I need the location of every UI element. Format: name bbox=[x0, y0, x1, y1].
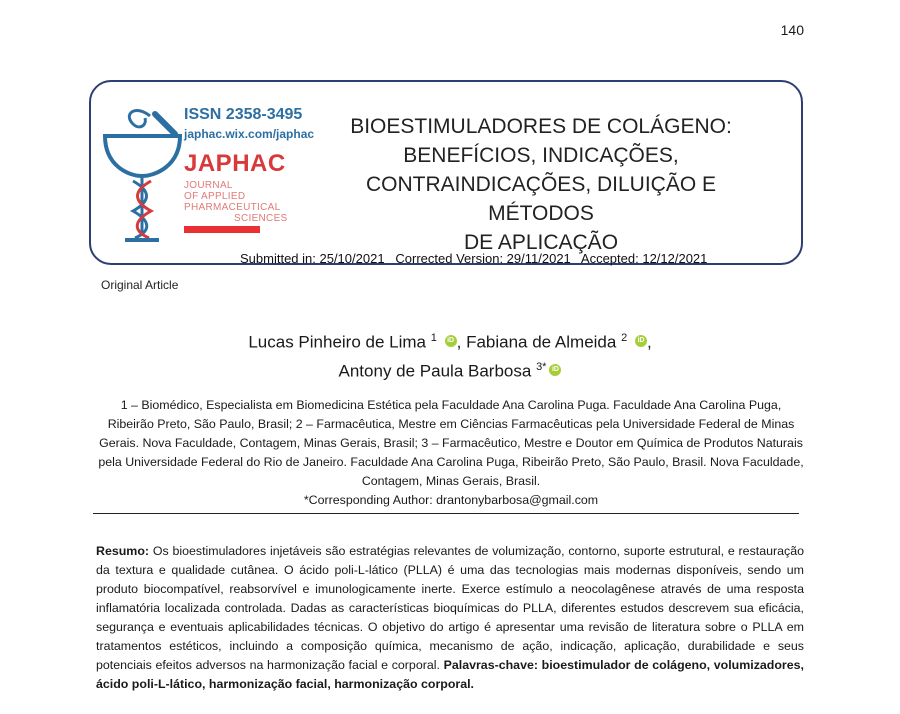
title-line: CONTRAINDICAÇÕES, DILUIÇÃO E MÉTODOS bbox=[365, 173, 717, 225]
affiliations bbox=[96, 396, 806, 510]
issn-label: ISSN 2358-3495 bbox=[184, 106, 303, 123]
journal-fullname-line: PHARMACEUTICAL bbox=[184, 202, 281, 213]
author-name: Antony de Paula Barbosa bbox=[338, 361, 532, 381]
title-line: BIOESTIMULADORES DE COLÁGENO: bbox=[350, 115, 732, 138]
page-number: 140 bbox=[780, 22, 804, 38]
journal-fullname-line: SCIENCES bbox=[234, 213, 288, 224]
author-separator: , bbox=[646, 332, 652, 352]
journal-fullname-line: OF APPLIED bbox=[184, 191, 246, 202]
author-affiliation-ref: 3* bbox=[536, 360, 547, 373]
title-line: BENEFÍCIOS, INDICAÇÕES, bbox=[403, 144, 679, 167]
accepted-date: Accepted: 12/12/2021 bbox=[580, 251, 708, 266]
article-title bbox=[318, 112, 764, 257]
title-line: DE APLICAÇÃO bbox=[463, 231, 619, 254]
author-list bbox=[100, 326, 800, 383]
abstract bbox=[96, 542, 804, 694]
author-separator: , bbox=[456, 332, 462, 352]
orcid-icon[interactable]: iD bbox=[549, 364, 561, 376]
author-name: Fabiana de Almeida bbox=[466, 332, 617, 352]
corrected-date: Corrected Version: 29/11/2021 bbox=[395, 251, 571, 266]
author-affiliation-ref: 2 bbox=[621, 332, 628, 344]
corresponding-author: *Corresponding Author: drantonybarbosa@gmail.com bbox=[303, 493, 599, 507]
journal-fullname-line: JOURNAL bbox=[184, 180, 233, 191]
affiliations-text: 1 – Biomédico, Especialista em Biomedicina Estética pela Faculdade Ana Carolina Puga. Faculdade Ana Carolina Puga, Ribeirão Preto, São Paulo, Brasil; 2 – Farmacêutica, Mestre em Ciências Farmacêuticas pela Universidade Federal de Minas Gerais. Nova Faculdade, Contagem, Minas Gerais, Brasil; 3 – Farmacêutico, Mestre e Doutor em Química de Produtos Naturais pela Universidade Federal do Rio de Janeiro. Faculdade Ana Carolina Puga, Ribeirão Preto, São Paulo, Brasil. Nova Faculdade, Contagem, Minas Gerais, Brasil. bbox=[98, 398, 804, 488]
journal-fullname bbox=[184, 180, 288, 224]
author-affiliation-ref: 1 bbox=[430, 332, 437, 344]
section-divider bbox=[93, 513, 799, 514]
brand-accent-bar bbox=[184, 226, 260, 233]
orcid-icon[interactable]: iD bbox=[445, 335, 457, 347]
abstract-text: Os bioestimuladores injetáveis são estratégias relevantes de volumização, contorno, suporte estrutural, e restauração da textura e qualidade cutânea. O ácido poli-L-lático (PLLA) é uma das tecnologias mais modernas disponíveis, sendo um produto biocompatível, reabsorvível e imunologicamente inerte. Exerce estímulo a neocolagênese através de uma resposta inflamatória localizada controlada. Dadas as características bioquímicas do PLLA, diferentes estudos descrevem sua eficácia, segurança e eventuais aplicabilidades técnicas. O objetivo do artigo é apresentar uma revisão de literatura sobre o PLLA em tratamentos estéticos, incluindo a composição química, mecanismo de ação, indicação, aplicação, durabilidade e seus potenciais efeitos adversos na harmonização facial e corporal. bbox=[96, 544, 804, 672]
abstract-label: Resumo: bbox=[96, 544, 150, 558]
article-type: Original Article bbox=[101, 278, 179, 292]
keywords: Palavras-chave: bioestimulador de colágeno, volumizadores, ácido poli-L-lático, harmonização facial, harmonização corporal. bbox=[96, 658, 804, 691]
submitted-date: Submitted in: 25/10/2021 bbox=[240, 251, 385, 266]
submission-dates bbox=[240, 251, 707, 266]
journal-brand: JAPHAC bbox=[184, 150, 286, 177]
author-name: Lucas Pinheiro de Lima bbox=[248, 332, 426, 352]
orcid-icon[interactable]: iD bbox=[635, 335, 647, 347]
journal-website: japhac.wix.com/japhac bbox=[184, 127, 315, 141]
